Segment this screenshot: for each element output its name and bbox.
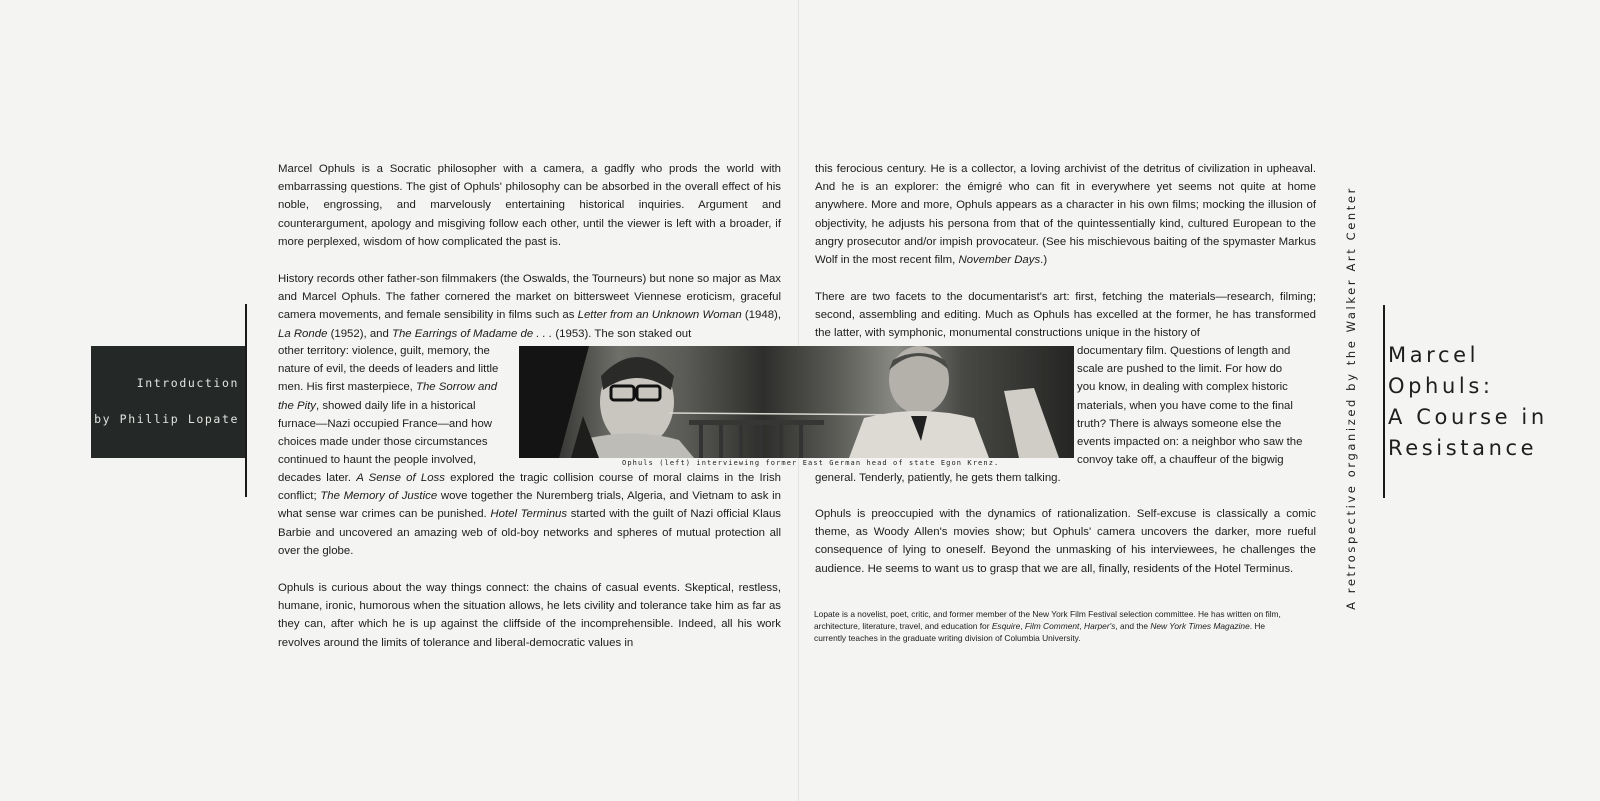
left-para-2-bottom: decades later. A Sense of Loss explored the tragic collision course of moral claims in the Irish conflict; The Memory of Justice wove together the Nuremberg trials, Algeria, and Vietnam to ask in what sense war crimes can be punished. Hotel Terminus started with the guilt of Nazi official Klaus Barbie and uncovered an amazing web of old-boy networks and spheres of mutual protection all over the globe. bbox=[278, 472, 781, 557]
sidebar-rule bbox=[245, 304, 247, 497]
publication-title: Film Comment bbox=[1024, 621, 1080, 631]
introduction-heading: Introduction bbox=[136, 376, 239, 390]
film-title: November Days bbox=[958, 254, 1041, 267]
film-title: The Sorrow and bbox=[416, 381, 498, 394]
photo-caption: Ophuls (left) interviewing former East German head of state Egon Krenz. bbox=[622, 459, 1000, 467]
film-title: La Ronde bbox=[278, 327, 328, 340]
right-para-3: Ophuls is preoccupied with the dynamics of rationalization. Self-excuse is classically a comic theme, as Woody Allen's movies show; but Ophuls' camera uncovers the darker, more rueful consequence of lying to oneself. Beyond the unmasking of his interviewees, he challenges the audience. He seems to want us to grasp that we are all, finally, residents of the Hotel Terminus. bbox=[815, 508, 1316, 575]
title-rule bbox=[1383, 305, 1385, 498]
publication-title: New York Times Magazine bbox=[1150, 621, 1250, 631]
film-title: The Earrings of Madame de . . . bbox=[392, 327, 553, 340]
author-bio: Lopate is a novelist, poet, critic, and former member of the New York Film Festival selection committee. He has written on film, architecture, literature, travel, and education for Esquire, Film Comment, Harper's, and the New York Times Magazine. He currently teaches in the graduate writing division of Columbia University. bbox=[814, 609, 1281, 643]
film-title: Letter from an Unknown Woman bbox=[577, 309, 742, 322]
photo-figures bbox=[519, 346, 1074, 458]
introduction-label-box bbox=[91, 346, 245, 458]
right-wrap-text: documentary film. Questions of length and scale are pushed to the limit. For how do you know, in dealing with complex historic materials, when you have come to the final truth? There is always someone else the events impacted on: a neighbor who saw the convoy take off, a chauffeur of the bigwig bbox=[1077, 345, 1303, 467]
left-para-3: Ophuls is curious about the way things connect: the chains of casual events. Skeptical, restless, humane, ironic, humorous when the situation allows, he lets civility and tolerance take him as far as they can, after which he is up against the cliffside of the incomprehensible. Indeed, all his work revolves around the limits of tolerance and liberal-democratic values in bbox=[278, 582, 781, 649]
publication-title: Esquire bbox=[991, 621, 1021, 631]
retrospective-title: Marcel Ophuls: A Course in Resistance bbox=[1388, 343, 1548, 460]
author-byline: by Phillip Lopate bbox=[94, 412, 239, 426]
left-para-2-top: History records other father-son filmmakers (the Oswalds, the Tourneurs) but none so major as Max and Marcel Ophuls. The father cornered the market on bittersweet Viennese eroticism, graceful camera movements, and female sensibility in films such as Letter from an Unknown Woman (1948), La Ronde (1952), and The Earrings of Madame de . . . (1953). The son staked out bbox=[278, 273, 781, 340]
film-title: the Pity bbox=[278, 399, 316, 412]
interview-photo bbox=[519, 346, 1074, 458]
film-title: Hotel Terminus bbox=[490, 508, 568, 521]
right-para-2-top: There are two facets to the documentarist's art: first, fetching the materials—research, filming; second, assembling and editing. Much as Ophuls has excelled at the former, he has transformed the latter, with symphonic, monumental constructions unique in the history of bbox=[815, 291, 1316, 340]
vertical-credit: A retrospective organized by the Walker Art Center bbox=[1344, 186, 1358, 610]
film-title: A Sense of Loss bbox=[356, 472, 445, 484]
right-para-1: this ferocious century. He is a collector, a loving archivist of the detritus of civilization in upheaval. And he is an explorer: the émigré who can fit in everywhere yet seems not quite at home anywhere. More and more, Ophuls appears as a character in his own films; mocking the illusion of objectivity, he adjusts his persona from that of the quintessentially kind, cultured European to the angry prosecutor and/or impish provocateur. (See his mischievous baiting of the spymaster Markus Wolf in the most recent film, November Days.) bbox=[815, 163, 1316, 267]
left-para-1: Marcel Ophuls is a Socratic philosopher with a camera, a gadfly who prods the world with embarrassing questions. The gist of Ophuls' philosophy can be absorbed in the overall effect of his noble, engrossing, and marvelously entertaining historical inquiries. Argument and counterargument, apology and misgiving follow each other, until the viewer is left with a broader, if more perplexed, wisdom of how complicated the past is. bbox=[278, 163, 781, 248]
publication-title: Harper's bbox=[1084, 621, 1116, 631]
left-wrap-text: other territory: violence, guilt, memory, the nature of evil, the deeds of leaders and little men. His first masterpiece, The Sorrow and the Pity, showed daily life in a historical furnace—Nazi occupied France—and how choices made under those circumstances continued to haunt the people involved, bbox=[278, 345, 499, 467]
right-para-2-end: general. Tenderly, patiently, he gets them talking. bbox=[815, 472, 1061, 484]
film-title: The Memory of Justice bbox=[320, 490, 438, 503]
